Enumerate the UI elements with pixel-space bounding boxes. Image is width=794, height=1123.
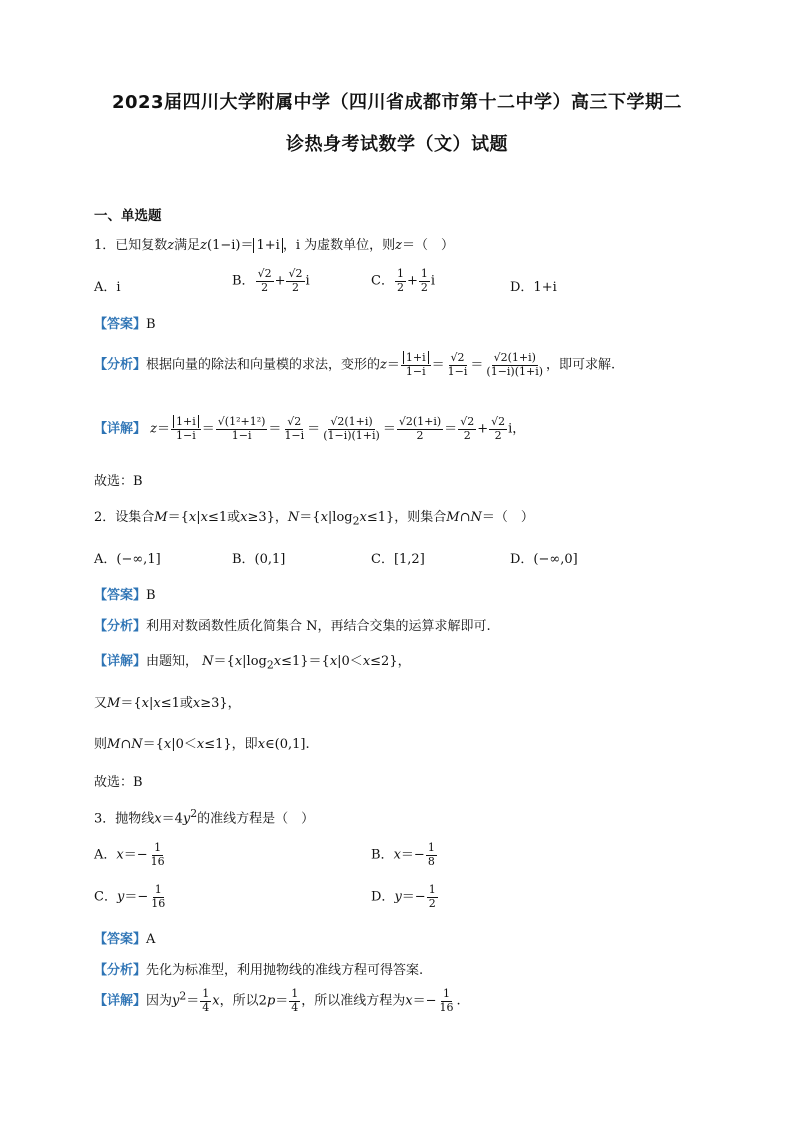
q2-detail-2: 又M＝{x|x≤1或x≥3}， bbox=[94, 696, 241, 711]
q3-detail: 【详解】因为$y^2=$ $\frac{1}{4}$ x，所以2p＝ $\frac{1}{4}$ ，所以准线方程为x＝− $\frac{1}{16}$ . bbox=[94, 987, 461, 1014]
q2-conclusion: 故选：B bbox=[94, 775, 143, 790]
document-title-line1: 2023届四川大学附属中学（四川省成都市第十二中学）高三下学期二 bbox=[111, 92, 683, 113]
q2-detail-3: 则M∩N＝{x|0＜x≤1}，即x∈(0,1]. bbox=[94, 737, 310, 752]
q3-stem: 3．抛物线$x=4y^2$的准线方程是（ ） bbox=[94, 807, 315, 827]
q3-option-a: A．x＝− $\frac{1}{16}$ bbox=[94, 841, 165, 868]
q2-option-d: D．(−∞,0] bbox=[510, 552, 578, 567]
q1-option-c: C． $\frac{1}{2}$ + $\frac{1}{2}$ i bbox=[371, 267, 436, 294]
q2-option-a: A．(−∞,1] bbox=[94, 552, 161, 567]
q3-option-d: D．y＝− $\frac{1}{2}$ bbox=[371, 883, 436, 910]
q3-answer: 【答案】A bbox=[94, 932, 156, 947]
q2-answer: 【答案】B bbox=[94, 588, 156, 603]
document-title-line2: 诊热身考试数学（文）试题 bbox=[286, 134, 508, 155]
section-heading: 一、单选题 bbox=[94, 208, 162, 224]
q3-option-b: B．x＝− $\frac{1}{8}$ bbox=[371, 841, 435, 868]
q1-conclusion: 故选：B bbox=[94, 474, 143, 489]
q2-analysis: 【分析】利用对数函数性质化简集合 N，再结合交集的运算求解即可. bbox=[94, 619, 491, 634]
q2-detail-1: 【详解】由题知， $N=\{x|\log_2x\le 1\}=\{x|0<x\le 2\}$， bbox=[94, 654, 411, 672]
q1-detail: 【详解】 z＝ $\frac{1+i}{1-i}$ ＝ $\frac{\text{√(1²+1²)}}{1-i}$ ＝ $\frac{√2}{1-i}$ ＝ $\frac{√2(1+i)}{(1-i)(1+i)}$ ＝ $\frac{√2(1+i)}{2}$ ＝ $\frac{√2}{2}$ + $\frac{√2}{2}$ i， bbox=[94, 415, 526, 442]
q1-answer: 【答案】B bbox=[94, 317, 156, 332]
q1-option-b: B． $\frac{√2}{2}$ + $\frac{√2}{2}$ i bbox=[232, 267, 310, 294]
q2-stem: 2．设集合M＝{x|x≤1或x≥3}，$N=\{x|\log_2x\le 1\}$，则集合M∩N＝（ ） bbox=[94, 510, 534, 528]
q2-option-b: B．(0,1] bbox=[232, 552, 286, 567]
q1-stem: 1．已知复数z满足z(1−i)＝ 1+i ，i 为虚数单位，则z＝（ ） bbox=[94, 238, 454, 253]
q1-option-d: D．1+i bbox=[510, 280, 557, 295]
q1-option-a: A．i bbox=[94, 280, 121, 295]
q3-option-c: C．y＝− $\frac{1}{16}$ bbox=[94, 883, 166, 910]
q3-analysis: 【分析】先化为标准型，利用抛物线的准线方程可得答案. bbox=[94, 963, 424, 978]
q1-analysis: 【分析】根据向量的除法和向量模的求法，变形的z＝ $\frac{1+i}{1-i}$ ＝ $\frac{√2}{1-i}$ ＝ $\frac{√2(1+i)}{(1-i)(1+i)}$ ，即可求解. bbox=[94, 351, 616, 378]
q2-option-c: C．[1,2] bbox=[371, 552, 425, 567]
